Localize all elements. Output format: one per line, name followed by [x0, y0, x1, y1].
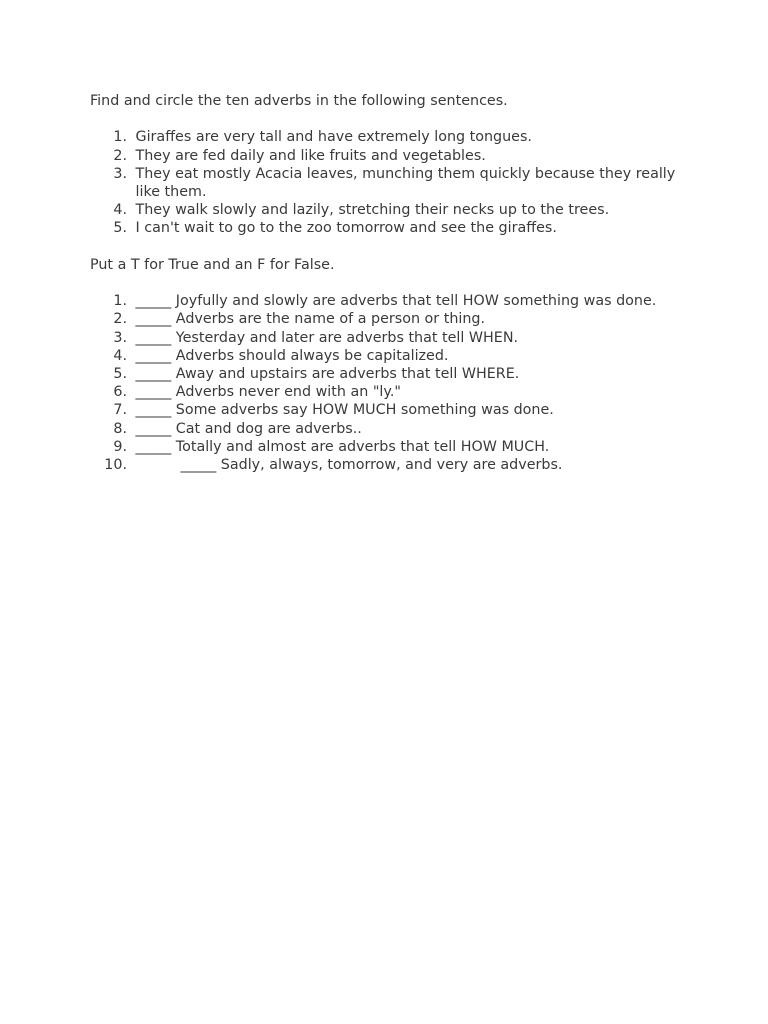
list-item [90, 329, 690, 347]
item-number: 2. [113, 147, 127, 164]
item-number: 1. [113, 293, 127, 310]
item-text: They eat mostly Acacia leaves, munching them quickly because they really like them. [135, 165, 676, 200]
answer-blank[interactable]: _____ [135, 384, 172, 401]
item-number: 10. [104, 457, 127, 474]
list-item [90, 165, 690, 201]
adverb-instruction: Find and circle the ten adverbs in the following sentences. [90, 93, 508, 109]
item-number: 7. [113, 402, 127, 419]
statement-text: Adverbs never end with an "ly." [175, 384, 401, 401]
list-item [90, 438, 690, 456]
item-number: 9. [113, 438, 127, 455]
statement-text: Cat and dog are adverbs.. [175, 420, 362, 437]
answer-blank[interactable]: _____ [135, 402, 172, 419]
statement-text: Away and upstairs are adverbs that tell WHERE. [175, 366, 520, 382]
list-item [90, 201, 690, 219]
answer-blank[interactable]: _____ [135, 293, 172, 310]
list-item [90, 128, 690, 146]
item-number: 5. [113, 366, 127, 382]
statement-text: Adverbs should always be capitalized. [175, 347, 449, 364]
statement-text: Adverbs are the name of a person or thing. [175, 311, 486, 328]
list-item [90, 383, 690, 401]
spacer [90, 238, 690, 256]
item-number: 2. [113, 311, 127, 328]
item-number: 1. [113, 129, 127, 146]
statement-text: Yesterday and later are adverbs that tell WHEN. [175, 329, 519, 346]
item-text: They walk slowly and lazily, stretching their necks up to the trees. [135, 202, 610, 219]
item-text: They are fed daily and like fruits and vegetables. [135, 147, 486, 164]
statement-text: Some adverbs say HOW MUCH something was done. [175, 402, 554, 419]
worksheet [90, 92, 690, 474]
answer-blank[interactable]: _____ [135, 420, 172, 437]
answer-blank[interactable]: _____ [135, 311, 172, 328]
item-number: 4. [113, 202, 127, 219]
true-false-list [90, 292, 690, 474]
list-item [90, 147, 690, 165]
answer-blank[interactable]: _____ [135, 438, 172, 455]
list-item [90, 456, 690, 474]
item-number: 3. [113, 329, 127, 346]
list-item [90, 401, 690, 419]
statement-text: Sadly, always, tomorrow, and very are adverbs. [220, 457, 563, 474]
answer-blank[interactable]: _____ [180, 457, 217, 474]
item-number: 6. [113, 384, 127, 401]
answer-blank[interactable]: _____ [135, 329, 172, 346]
list-item [90, 292, 690, 310]
item-number: 8. [113, 420, 127, 437]
true-false-instruction: Put a T for True and an F for False. [90, 256, 335, 273]
item-text: I can't wait to go to the zoo tomorrow and see the giraffes. [135, 220, 557, 237]
item-number: 3. [113, 165, 127, 182]
statement-text: Totally and almost are adverbs that tell HOW MUCH. [175, 438, 550, 455]
answer-blank[interactable]: _____ [135, 366, 172, 382]
list-item [90, 219, 690, 237]
list-item [90, 420, 690, 438]
item-number: 5. [113, 220, 127, 237]
list-item [90, 310, 690, 328]
list-item [90, 347, 690, 365]
spacer [90, 110, 690, 128]
answer-blank[interactable]: _____ [135, 347, 172, 364]
adverb-sentence-list [90, 128, 690, 237]
list-item [90, 365, 690, 383]
statement-text: Joyfully and slowly are adverbs that tell HOW something was done. [175, 293, 657, 310]
item-number: 4. [113, 347, 127, 364]
item-text: Giraffes are very tall and have extremely long tongues. [135, 129, 532, 146]
spacer [90, 274, 690, 292]
